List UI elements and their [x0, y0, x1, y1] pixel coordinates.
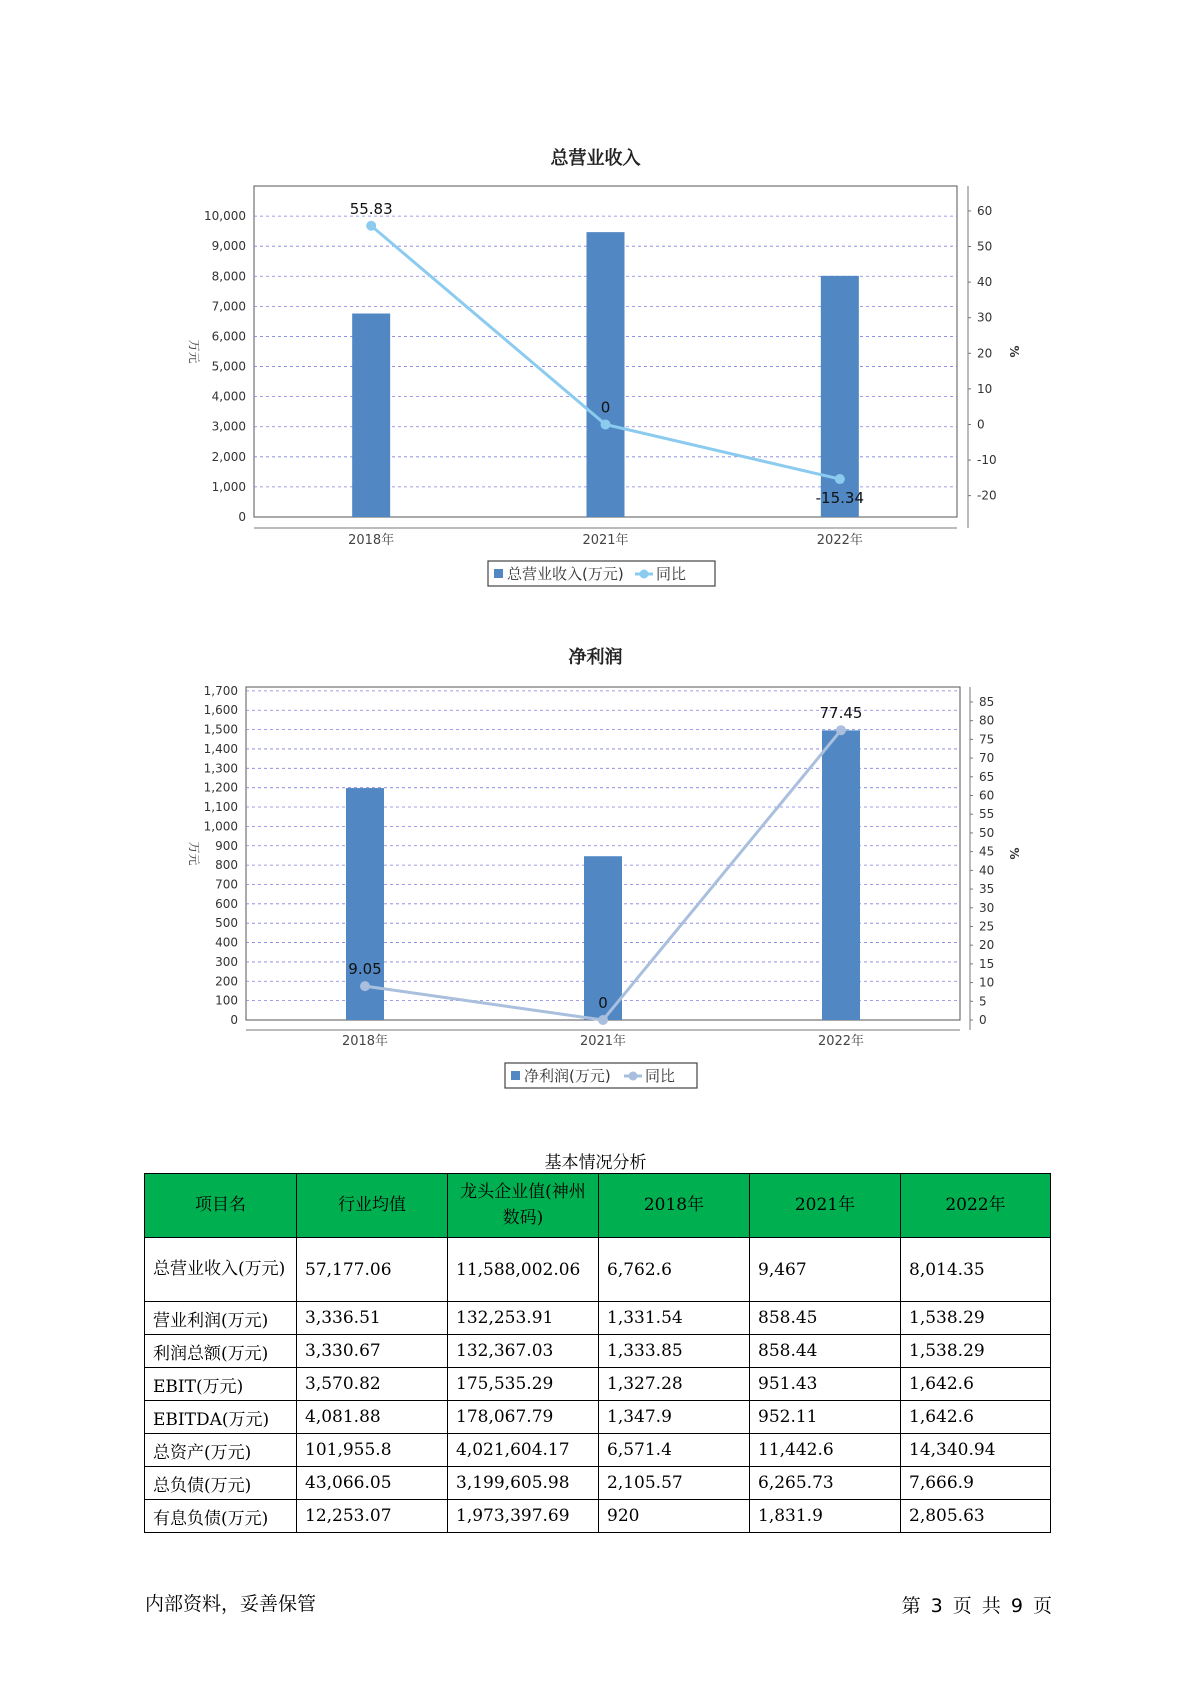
y-right-tick-label: 25 [979, 919, 995, 934]
y-right-tick-label: 10 [979, 975, 995, 990]
y-right-tick-label: 70 [979, 751, 995, 766]
table-cell: 1,831.9 [750, 1500, 901, 1533]
y-left-tick-label: 1,000 [203, 819, 238, 834]
y-left-tick-label: 800 [215, 858, 238, 873]
basic-analysis-table [144, 1173, 1051, 1533]
bar [822, 730, 860, 1020]
y-left-tick-label: 9,000 [211, 239, 246, 254]
y-left-tick-label: 500 [215, 916, 238, 931]
y-right-tick-label: 45 [979, 844, 995, 859]
y-right-tick-label: 40 [977, 275, 993, 290]
y-right-tick-label: 5 [979, 994, 987, 1009]
y-right-tick-label: 15 [979, 956, 995, 971]
y-left-tick-label: 5,000 [211, 359, 246, 374]
y-left-axis-label: 万元 [187, 841, 201, 866]
y-left-tick-label: 1,600 [203, 703, 238, 718]
y-right-tick-label: 20 [979, 938, 995, 953]
y-left-tick-label: 900 [215, 838, 238, 853]
table-cell: 利润总额(万元) [145, 1335, 297, 1368]
table-cell: 总负债(万元) [145, 1467, 297, 1500]
table-cell: 920 [599, 1500, 750, 1533]
y-right-tick-label: 20 [977, 346, 993, 361]
table-cell: 1,973,397.69 [448, 1500, 599, 1533]
table-header-cell: 项目名 [145, 1174, 297, 1238]
table-cell: 57,177.06 [297, 1238, 448, 1302]
x-tick-label: 2021年 [582, 533, 629, 548]
data-label: 77.45 [819, 704, 863, 723]
data-label: 0 [600, 398, 611, 417]
y-right-tick-label: 50 [977, 239, 993, 254]
y-left-tick-label: 2,000 [211, 449, 246, 464]
table-cell: 1,538.29 [901, 1302, 1051, 1335]
y-left-tick-label: 1,200 [203, 780, 238, 795]
table-cell: 1,347.9 [599, 1401, 750, 1434]
y-right-axis-label: % [1007, 345, 1021, 358]
table-cell: 6,762.6 [599, 1238, 750, 1302]
y-left-tick-label: 400 [215, 935, 238, 950]
legend-swatch-point [629, 1072, 638, 1081]
line-point [360, 981, 370, 991]
table-cell: EBITDA(万元) [145, 1401, 297, 1434]
table-cell: 951.43 [750, 1368, 901, 1401]
x-tick-label: 2022年 [816, 533, 863, 548]
table-row [145, 1467, 1051, 1500]
y-right-tick-label: -20 [977, 488, 997, 503]
y-left-tick-label: 1,700 [203, 683, 238, 698]
y-right-tick-label: 60 [977, 203, 993, 218]
table-cell: 952.11 [750, 1401, 901, 1434]
table-cell: 12,253.07 [297, 1500, 448, 1533]
y-left-tick-label: 700 [215, 877, 238, 892]
table-cell: EBIT(万元) [145, 1368, 297, 1401]
chart-title: 总营业收入 [550, 148, 641, 169]
table-cell: 1,327.28 [599, 1368, 750, 1401]
table-row [145, 1500, 1051, 1533]
legend-label: 同比 [645, 1067, 676, 1085]
table-cell: 14,340.94 [901, 1434, 1051, 1467]
table-cell: 总资产(万元) [145, 1434, 297, 1467]
table-cell: 3,336.51 [297, 1302, 448, 1335]
table-header-cell: 行业均值 [297, 1174, 448, 1238]
y-right-tick-label: 60 [979, 788, 995, 803]
table-cell: 7,666.9 [901, 1467, 1051, 1500]
y-right-tick-label: -10 [977, 453, 997, 468]
table-header-row [145, 1174, 1051, 1238]
y-right-tick-label: 40 [979, 863, 995, 878]
y-right-tick-label: 30 [979, 900, 995, 915]
table-row [145, 1401, 1051, 1434]
table-cell: 1,538.29 [901, 1335, 1051, 1368]
table-cell: 2,105.57 [599, 1467, 750, 1500]
table-cell: 8,014.35 [901, 1238, 1051, 1302]
y-left-tick-label: 4,000 [211, 389, 246, 404]
y-right-tick-label: 65 [979, 769, 995, 784]
y-right-tick-label: 0 [979, 1013, 987, 1027]
y-left-tick-label: 8,000 [211, 269, 246, 284]
table-header-cell: 龙头企业值(神州数码) [448, 1174, 599, 1238]
y-right-tick-label: 10 [977, 381, 993, 396]
table-cell: 1,642.6 [901, 1368, 1051, 1401]
y-left-tick-label: 600 [215, 896, 238, 911]
table-cell: 1,331.54 [599, 1302, 750, 1335]
table-cell: 175,535.29 [448, 1368, 599, 1401]
y-left-tick-label: 1,000 [211, 479, 246, 494]
table-cell: 3,330.67 [297, 1335, 448, 1368]
y-left-axis-label: 万元 [187, 339, 201, 364]
y-right-tick-label: 80 [979, 713, 995, 728]
table-header-cell: 2022年 [901, 1174, 1051, 1238]
table-row [145, 1302, 1051, 1335]
data-label: 0 [598, 994, 608, 1012]
table-caption: 基本情况分析 [544, 1153, 647, 1173]
y-right-tick-label: 30 [977, 310, 993, 325]
table-cell: 4,021,604.17 [448, 1434, 599, 1467]
table-cell: 6,571.4 [599, 1434, 750, 1467]
table-cell: 101,955.8 [297, 1434, 448, 1467]
line-point [598, 1015, 608, 1025]
y-left-tick-label: 7,000 [211, 299, 246, 314]
table-cell: 总营业收入(万元) [145, 1238, 297, 1302]
x-tick-label: 2018年 [341, 1034, 389, 1049]
table-cell: 132,367.03 [448, 1335, 599, 1368]
table-cell: 178,067.79 [448, 1401, 599, 1434]
line-point [836, 725, 846, 735]
table-header-cell: 2018年 [599, 1174, 750, 1238]
table-cell: 11,588,002.06 [448, 1238, 599, 1302]
data-label: -15.34 [815, 489, 865, 508]
table-cell: 营业利润(万元) [145, 1302, 297, 1335]
y-right-tick-label: 85 [979, 694, 995, 709]
footer-confidential-note: 内部资料，妥善保管 [145, 1593, 317, 1615]
data-label: 55.83 [349, 199, 393, 218]
table-cell: 43,066.05 [297, 1467, 448, 1500]
y-left-tick-label: 0 [238, 510, 246, 524]
y-left-tick-label: 3,000 [211, 419, 246, 434]
y-left-tick-label: 1,500 [203, 722, 238, 737]
legend-swatch-bar [511, 1071, 520, 1080]
chart-title: 净利润 [568, 647, 623, 668]
table-cell: 9,467 [750, 1238, 901, 1302]
legend-label: 总营业收入(万元) [507, 565, 624, 583]
table-cell: 1,333.85 [599, 1335, 750, 1368]
legend-label: 同比 [656, 565, 687, 583]
x-tick-label: 2018年 [348, 533, 395, 548]
y-left-tick-label: 300 [215, 954, 238, 969]
table-row [145, 1238, 1051, 1302]
y-right-tick-label: 50 [979, 825, 995, 840]
table-cell: 有息负债(万元) [145, 1500, 297, 1533]
table-header-cell: 2021年 [750, 1174, 901, 1238]
y-left-tick-label: 100 [215, 993, 238, 1008]
x-tick-label: 2021年 [579, 1034, 627, 1049]
table-cell: 3,570.82 [297, 1368, 448, 1401]
y-left-tick-label: 1,400 [203, 741, 238, 756]
table-cell: 11,442.6 [750, 1434, 901, 1467]
y-right-tick-label: 75 [979, 732, 995, 747]
y-left-tick-label: 1,300 [203, 761, 238, 776]
table-cell: 1,642.6 [901, 1401, 1051, 1434]
y-right-axis-label: % [1007, 847, 1021, 860]
table-cell: 4,081.88 [297, 1401, 448, 1434]
y-left-tick-label: 1,100 [203, 800, 238, 815]
data-label: 9.05 [348, 960, 382, 979]
y-left-tick-label: 6,000 [211, 329, 246, 344]
y-right-tick-label: 35 [979, 882, 995, 897]
table-cell: 858.44 [750, 1335, 901, 1368]
y-left-tick-label: 10,000 [204, 209, 246, 224]
y-right-tick-label: 0 [977, 417, 985, 432]
x-tick-label: 2022年 [817, 1034, 865, 1049]
table-cell: 858.45 [750, 1302, 901, 1335]
table-row [145, 1335, 1051, 1368]
table-cell: 3,199,605.98 [448, 1467, 599, 1500]
legend-label: 净利润(万元) [524, 1067, 611, 1085]
table-row [145, 1368, 1051, 1401]
table-cell: 132,253.91 [448, 1302, 599, 1335]
y-left-tick-label: 0 [230, 1013, 238, 1027]
y-left-tick-label: 200 [215, 974, 238, 989]
footer-page-number: 第 3 页 共 9 页 [901, 1595, 1052, 1617]
table-row [145, 1434, 1051, 1467]
table-cell: 2,805.63 [901, 1500, 1051, 1533]
y-right-tick-label: 55 [979, 807, 995, 822]
table-cell: 6,265.73 [750, 1467, 901, 1500]
